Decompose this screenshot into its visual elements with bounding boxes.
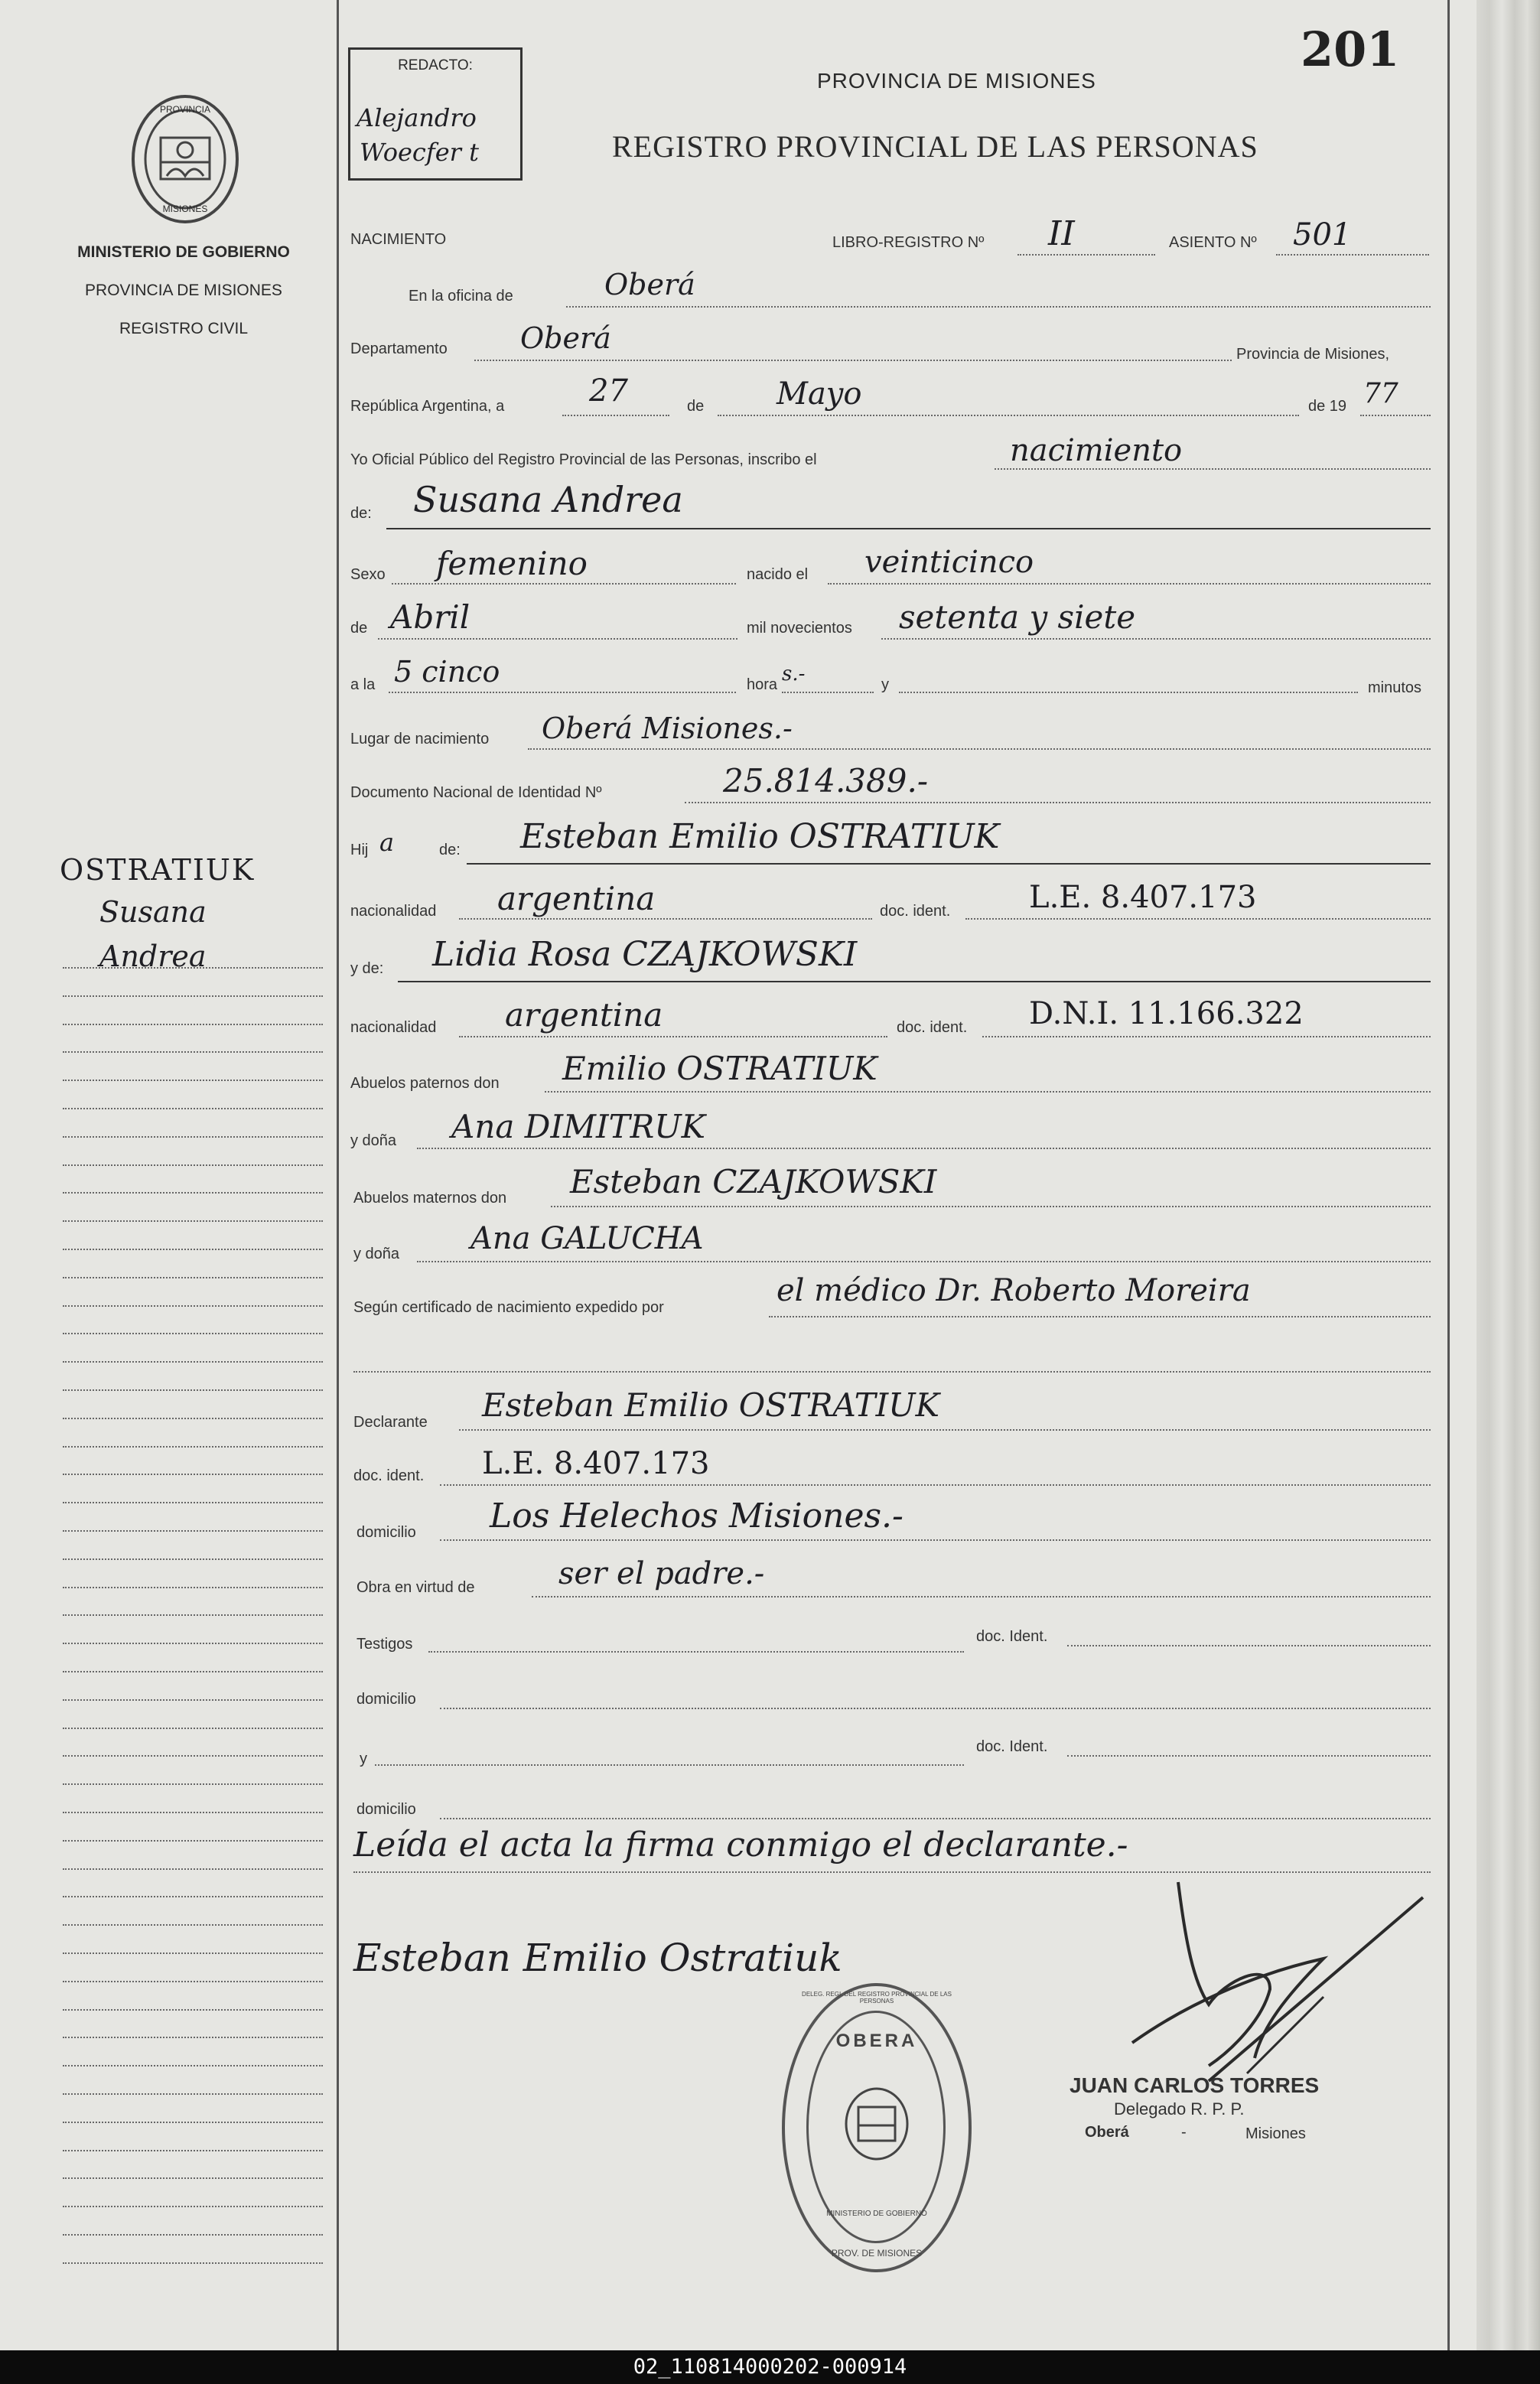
mes-value: Abril — [390, 598, 470, 636]
margin-ruled-line — [63, 1755, 323, 1757]
oficina-value: Oberá — [604, 268, 695, 301]
left-column-rule — [337, 0, 339, 2350]
ab-pat-label: Abuelos paternos don — [350, 1075, 500, 1092]
yde-label: y de: — [350, 960, 384, 977]
margin-ruled-line — [63, 1220, 323, 1222]
ministry-line1: MINISTERIO DE GOBIERNO — [77, 243, 290, 261]
padre-doc-label: doc. ident. — [880, 903, 951, 920]
nacido-value: veinticinco — [864, 545, 1034, 580]
declarante-value: Esteban Emilio OSTRATIUK — [482, 1386, 939, 1424]
year-line — [1360, 415, 1431, 416]
redactor-name-line2: Woecfer t — [360, 138, 479, 167]
nombre-value: Susana Andrea — [413, 479, 683, 520]
ydona-pat-label: y doña — [350, 1132, 397, 1149]
sexo-label: Sexo — [350, 566, 386, 583]
closing-statement: Leída el acta la firma conmigo el declarante.- — [353, 1825, 1128, 1865]
decl-doc-label: doc. ident. — [353, 1467, 425, 1484]
obra-value: ser el padre.- — [558, 1556, 765, 1591]
image-code: 02_110814000202-000914 — [633, 2355, 907, 2379]
year-prefix: de 19 — [1308, 398, 1347, 415]
nacimiento-label: NACIMIENTO — [350, 231, 447, 248]
hora-suffix: s.- — [782, 663, 806, 686]
obra-line — [532, 1596, 1431, 1597]
margin-ruled-line — [63, 1502, 323, 1503]
inscribo-value: nacimiento — [1010, 433, 1183, 468]
ab-pat-don-value: Emilio OSTRATIUK — [562, 1050, 877, 1087]
ab-pat-line — [545, 1091, 1431, 1093]
emblem-text-bottom: MISIONES — [162, 204, 208, 214]
oficina-line — [566, 306, 1431, 308]
dni-label: Documento Nacional de Identidad Nº — [350, 784, 602, 801]
day-value: 27 — [589, 373, 628, 409]
declarant-signature: Esteban Emilio Ostratiuk — [353, 1936, 842, 1980]
mil-label: mil novecientos — [747, 620, 852, 637]
seal-emblem — [840, 2086, 913, 2162]
hora-value: 5 cinco — [394, 655, 500, 689]
redactor-name-line1: Alejandro — [357, 103, 477, 132]
margin-ruled-line — [63, 1671, 323, 1672]
margin-ruled-line — [63, 995, 323, 997]
margin-ruled-line — [63, 2037, 323, 2038]
domicilio-line — [440, 1539, 1431, 1541]
lugar-line — [528, 748, 1431, 750]
seal-bottom-text: PROV. DE MISIONES — [831, 2248, 923, 2259]
margin-ruled-line — [63, 1277, 323, 1278]
seal-ring-text2: MINISTERIO DE GOBIERNO — [826, 2210, 927, 2218]
margin-ruled-line — [63, 1783, 323, 1785]
margin-ruled-line — [63, 2065, 323, 2066]
madre-nac-value: argentina — [505, 996, 663, 1034]
hora2-line — [782, 692, 874, 693]
sexo-line — [392, 583, 736, 585]
margin-ruled-line — [63, 2177, 323, 2179]
registry-heading: REGISTRO PROVINCIAL DE LAS PERSONAS — [612, 129, 1258, 164]
margin-ruled-line — [63, 1361, 323, 1363]
nacido-label: nacido el — [747, 566, 809, 583]
lugar-value: Oberá Misiones.- — [542, 712, 793, 745]
de3-label: de — [350, 620, 368, 637]
anio-line — [881, 638, 1431, 640]
ab-mat-label: Abuelos maternos don — [353, 1190, 507, 1207]
de2-label: de: — [350, 505, 372, 522]
hij-label: Hij — [350, 842, 369, 858]
segun-line2 — [353, 1371, 1431, 1373]
right-column-rule — [1447, 0, 1450, 2350]
margin-ruled-line — [63, 1699, 323, 1701]
departamento-line — [474, 360, 1232, 361]
ab-mat-dona-value: Ana GALUCHA — [470, 1221, 704, 1256]
margin-ruled-line — [63, 1080, 323, 1081]
margin-ruled-line — [63, 2206, 323, 2207]
madre-value: Lidia Rosa CZAJKOWSKI — [432, 935, 858, 974]
margin-ruled-line — [63, 1981, 323, 1982]
madre-nac-label: nacionalidad — [350, 1019, 437, 1036]
official-seal — [782, 1983, 972, 2272]
margin-ruled-line — [63, 1614, 323, 1616]
margin-ruled-line — [63, 1812, 323, 1813]
domicilio2-label: domicilio — [357, 1691, 416, 1708]
emblem-text-top: PROVINCIA — [159, 104, 210, 115]
padre-value: Esteban Emilio OSTRATIUK — [520, 817, 1000, 856]
decl-doc-value: L.E. 8.407.173 — [482, 1446, 710, 1481]
ab-mat-line — [551, 1206, 1431, 1207]
madre-line — [398, 981, 1431, 982]
margin-ruled-line — [63, 1164, 323, 1166]
ab-pat-dona-value: Ana DIMITRUK — [451, 1108, 706, 1145]
padre-doc-line — [965, 918, 1431, 920]
official-dash: - — [1181, 2124, 1187, 2141]
margin-ruled-line — [63, 1952, 323, 1954]
margin-ruled-line — [63, 1389, 323, 1391]
ab-pat-dona-line — [417, 1148, 1431, 1149]
domicilio-label: domicilio — [357, 1524, 416, 1541]
mes-line — [378, 638, 737, 640]
domicilio-value: Los Helechos Misiones.- — [490, 1497, 903, 1536]
redacto-label: REDACTO: — [398, 57, 473, 73]
ab-mat-don-value: Esteban CZAJKOWSKI — [570, 1163, 937, 1200]
madre-nac-line — [459, 1036, 887, 1037]
nacido-line — [828, 583, 1431, 585]
domicilio3-line — [440, 1818, 1431, 1819]
margin-ruled-line — [63, 1643, 323, 1644]
republica-label: República Argentina, a — [350, 398, 505, 415]
page-edges — [1477, 0, 1540, 2350]
ab-mat-dona-line — [417, 1261, 1431, 1262]
margin-surname: OSTRATIUK — [60, 853, 256, 887]
padre-line — [467, 863, 1431, 865]
obra-label: Obra en virtud de — [357, 1579, 475, 1596]
margin-ruled-line — [63, 2122, 323, 2123]
minutos-line — [899, 692, 1358, 693]
dni-value: 25.814.389.- — [723, 762, 929, 800]
libro-label: LIBRO-REGISTRO Nº — [832, 234, 985, 251]
anio-value: setenta y siete — [899, 598, 1136, 636]
provincia-suffix: Provincia de Misiones, — [1236, 346, 1390, 363]
margin-ruled-line — [63, 1896, 323, 1897]
y2-line — [375, 1764, 964, 1766]
margin-ruled-line — [63, 1136, 323, 1138]
madre-doc-value: D.N.I. 11.166.322 — [1029, 996, 1304, 1031]
seal-ring-text: DELEG. REGI. DEL REGISTRO PROVINCIAL DE LAS PERSONAS — [802, 1991, 952, 2005]
hora-line — [389, 692, 736, 693]
padre-nac-line — [459, 918, 872, 920]
margin-ruled-line — [63, 2262, 323, 2264]
month-value: Mayo — [777, 376, 862, 412]
domicilio3-label: domicilio — [357, 1801, 416, 1818]
margin-ruled-line — [63, 1474, 323, 1475]
libro-value: II — [1048, 214, 1075, 253]
segun-line — [769, 1316, 1431, 1317]
ydona-mat-label: y doña — [353, 1246, 400, 1262]
margin-ruled-line — [63, 1051, 323, 1053]
margin-ruled-line — [63, 2009, 323, 2011]
departamento-label: Departamento — [350, 340, 448, 357]
seal-center-text: OBERA — [835, 2031, 918, 2051]
margin-ruled-line — [63, 1558, 323, 1560]
dni-line — [685, 802, 1431, 803]
decl-doc-line — [440, 1484, 1431, 1486]
testigos-doc-label: doc. Ident. — [976, 1628, 1048, 1645]
y2-doc-label: doc. Ident. — [976, 1738, 1048, 1755]
margin-ruled-line — [63, 2093, 323, 2095]
margin-ruled-line — [63, 1305, 323, 1307]
margin-ruled-line — [63, 1530, 323, 1532]
margin-name1: Susana — [99, 895, 207, 929]
province-heading: PROVINCIA DE MISIONES — [817, 69, 1096, 93]
padre-doc-value: L.E. 8.407.173 — [1029, 880, 1257, 915]
margin-ruled-line — [63, 1868, 323, 1870]
testigos-doc-line — [1067, 1645, 1431, 1646]
declarante-line — [459, 1429, 1431, 1431]
segun-label: Según certificado de nacimiento expedido por — [353, 1299, 664, 1316]
asiento-line — [1276, 254, 1429, 256]
sexo-value: femenino — [436, 545, 588, 582]
asiento-value: 501 — [1293, 217, 1352, 252]
year-value: 77 — [1363, 378, 1398, 409]
redacto-box — [348, 47, 523, 181]
margin-ruled-line — [63, 1728, 323, 1729]
province-emblem — [129, 92, 242, 228]
segun-value: el médico Dr. Roberto Moreira — [777, 1273, 1251, 1308]
ministry-line3: REGISTRO CIVIL — [119, 320, 249, 337]
margin-ruled-line — [63, 2150, 323, 2151]
libro-line — [1017, 254, 1155, 256]
margin-ruled-line — [63, 1024, 323, 1025]
oficial-label: Yo Oficial Público del Registro Provincial de las Personas, inscribo el — [350, 451, 817, 468]
lugar-label: Lugar de nacimiento — [350, 731, 490, 747]
folio-number: 201 — [1301, 21, 1400, 77]
margin-ruled-line — [63, 1249, 323, 1250]
madre-doc-label: doc. ident. — [897, 1019, 968, 1036]
margin-ruled-line — [63, 2234, 323, 2236]
domicilio2-line — [440, 1708, 1431, 1709]
declarante-label: Declarante — [353, 1414, 428, 1431]
madre-doc-line — [982, 1036, 1431, 1037]
margin-ruled-line — [63, 1840, 323, 1842]
hora-label: hora — [747, 676, 778, 693]
y2-label: y — [360, 1751, 367, 1767]
official-name: JUAN CARLOS TORRES — [1070, 2073, 1320, 2097]
de-label: de — [687, 398, 705, 415]
padre-nac-value: argentina — [497, 880, 656, 917]
day-line — [562, 415, 669, 416]
asiento-label: ASIENTO Nº — [1169, 234, 1257, 251]
month-line — [718, 415, 1299, 416]
padre-nac-label: nacionalidad — [350, 903, 437, 920]
margin-ruled-line — [63, 1108, 323, 1109]
official-place: Oberá — [1085, 2124, 1129, 2141]
ministry-line2: PROVINCIA DE MISIONES — [85, 282, 282, 299]
hij-de-label: de: — [439, 842, 461, 858]
minutos-label: minutos — [1368, 679, 1422, 696]
margin-ruled-line — [63, 1446, 323, 1448]
testigos-line — [428, 1651, 964, 1653]
y2-doc-line — [1067, 1755, 1431, 1757]
margin-ruled-line — [63, 1587, 323, 1588]
y-label: y — [881, 676, 889, 693]
margin-ruled-line — [63, 967, 323, 969]
official-prov: Misiones — [1245, 2125, 1306, 2142]
margin-name2: Andrea — [99, 940, 207, 973]
nombre-line — [386, 528, 1431, 529]
ala-label: a la — [350, 676, 376, 693]
official-title: Delegado R. P. P. — [1114, 2099, 1245, 2119]
margin-ruled-line — [63, 1924, 323, 1926]
departamento-value: Oberá — [520, 321, 611, 355]
inscribo-line — [995, 468, 1431, 470]
testigos-label: Testigos — [357, 1636, 413, 1653]
hij-suffix: a — [379, 828, 395, 857]
margin-ruled-line — [63, 1418, 323, 1419]
margin-ruled-line — [63, 1333, 323, 1334]
margin-ruled-line — [63, 1192, 323, 1194]
oficina-label: En la oficina de — [409, 288, 513, 305]
